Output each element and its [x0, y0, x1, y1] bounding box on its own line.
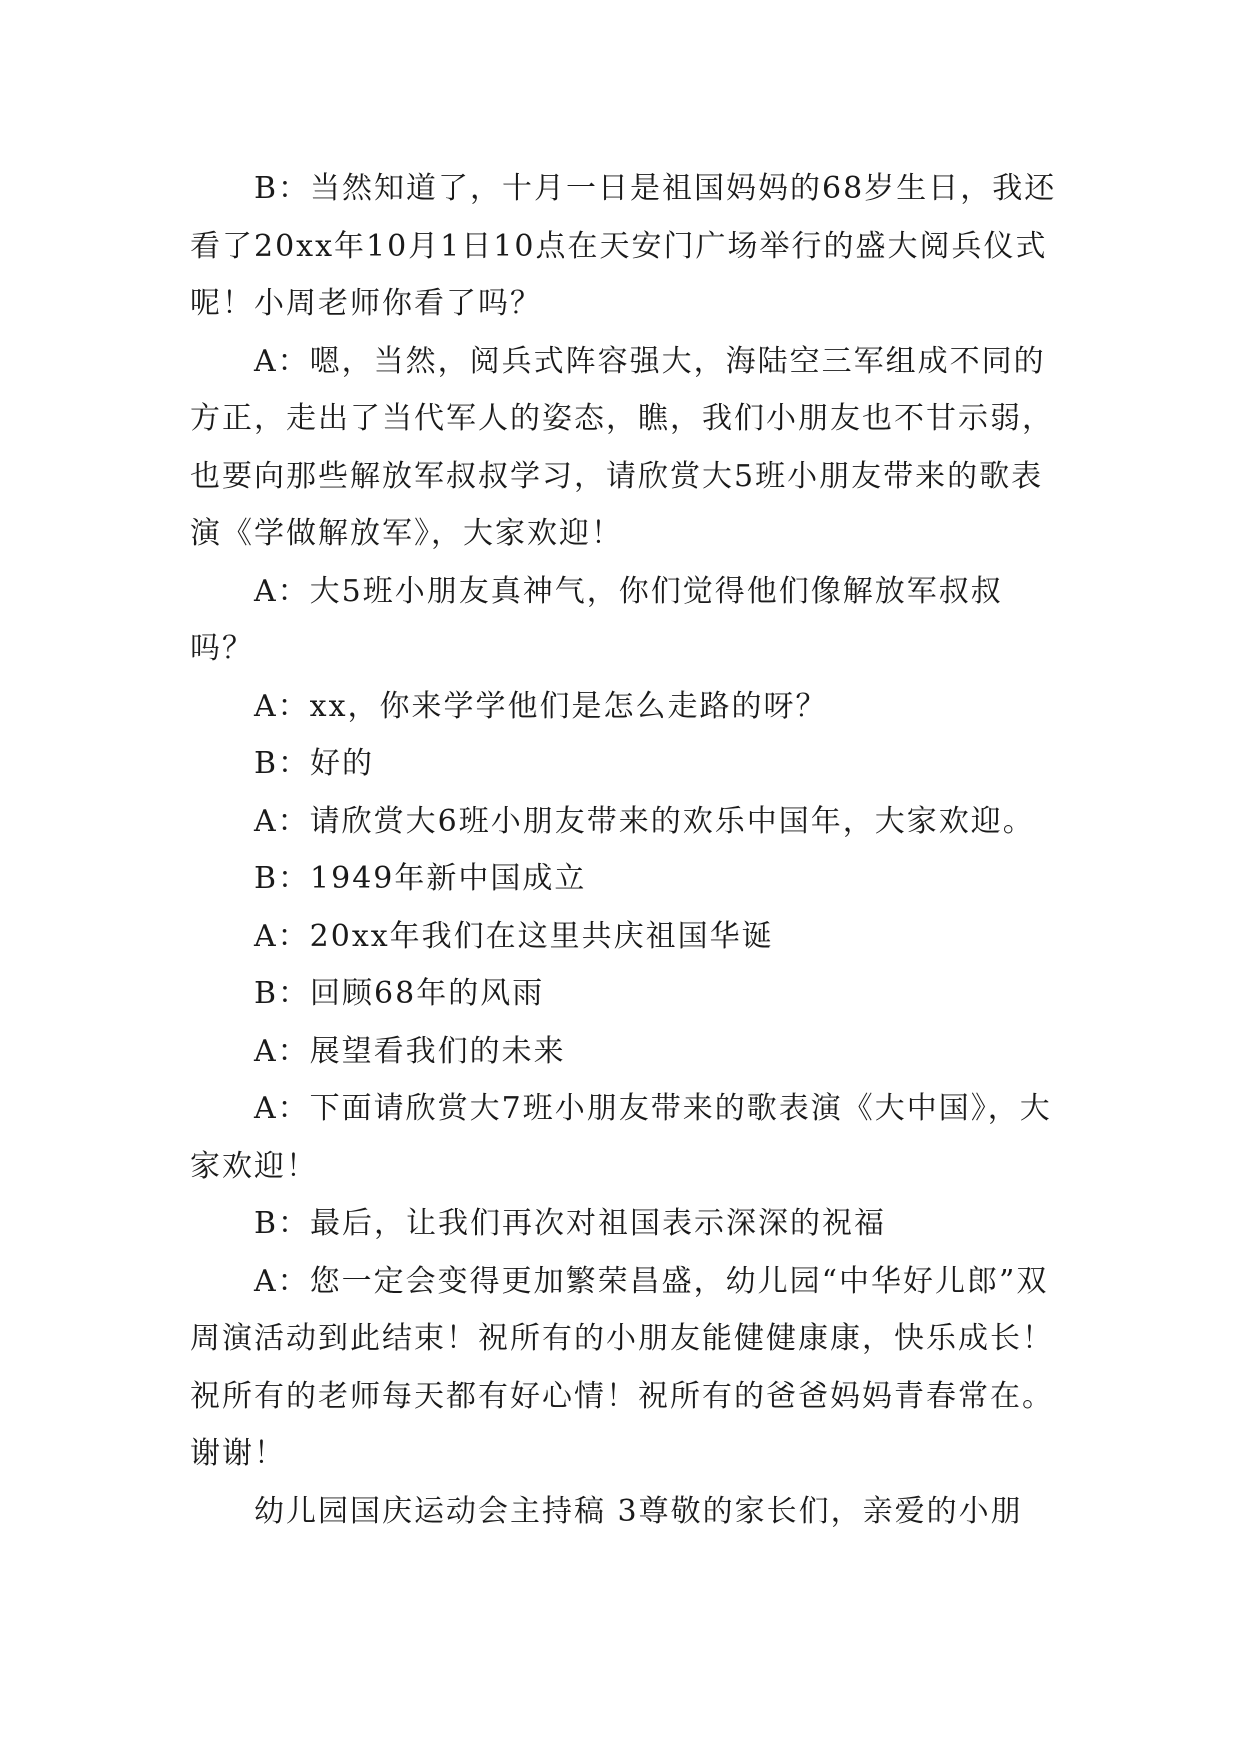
paragraph-14: 幼儿园国庆运动会主持稿 3尊敬的家长们，亲爱的小朋: [254, 1493, 1023, 1529]
paragraph-6: A：请欣赏大6班小朋友带来的欢乐中国年，大家欢迎。: [254, 803, 1035, 839]
paragraph-8: A：20xx年我们在这里共庆祖国华诞: [254, 918, 774, 954]
paragraph-1: B：当然知道了，十月一日是祖国妈妈的68岁生日，我还看了20xx年10月1日10点在天安门广场举行的盛大阅兵仪式呢！小周老师你看了吗？: [190, 171, 1057, 321]
paragraph-9: B：回顾68年的风雨: [254, 976, 545, 1011]
paragraph-7: B：1949年新中国成立: [254, 861, 587, 896]
paragraph-10: A：展望看我们的未来: [254, 1033, 566, 1069]
paragraph-12: B：最后，让我们再次对祖国表示深深的祝福: [254, 1206, 887, 1241]
document-body: [190, 160, 1060, 1540]
paragraph-2: A：嗯，当然，阅兵式阵容强大，海陆空三军组成不同的方正，走出了当代军人的姿态，瞧，我们小朋友也不甘示弱，也要向那些解放军叔叔学习，请欣赏大5班小朋友带来的歌表演《学做解放军》，大家欢迎！: [190, 343, 1054, 551]
paragraph-11: A：下面请欣赏大7班小朋友带来的歌表演《大中国》，大家欢迎！: [190, 1091, 1052, 1184]
paragraph-4: A：xx，你来学学他们是怎么走路的呀？: [254, 688, 828, 724]
paragraph-13: A：您一定会变得更加繁荣昌盛，幼儿园“中华好儿郎”双周演活动到此结束！祝所有的小朋友能健健康康，快乐成长！祝所有的老师每天都有好心情！祝所有的爸爸妈妈青春常在。谢谢！: [190, 1263, 1054, 1471]
paragraph-3: A：大5班小朋友真神气，你们觉得他们像解放军叔叔吗？: [190, 573, 1003, 666]
paragraph-5: B：好的: [254, 746, 375, 781]
